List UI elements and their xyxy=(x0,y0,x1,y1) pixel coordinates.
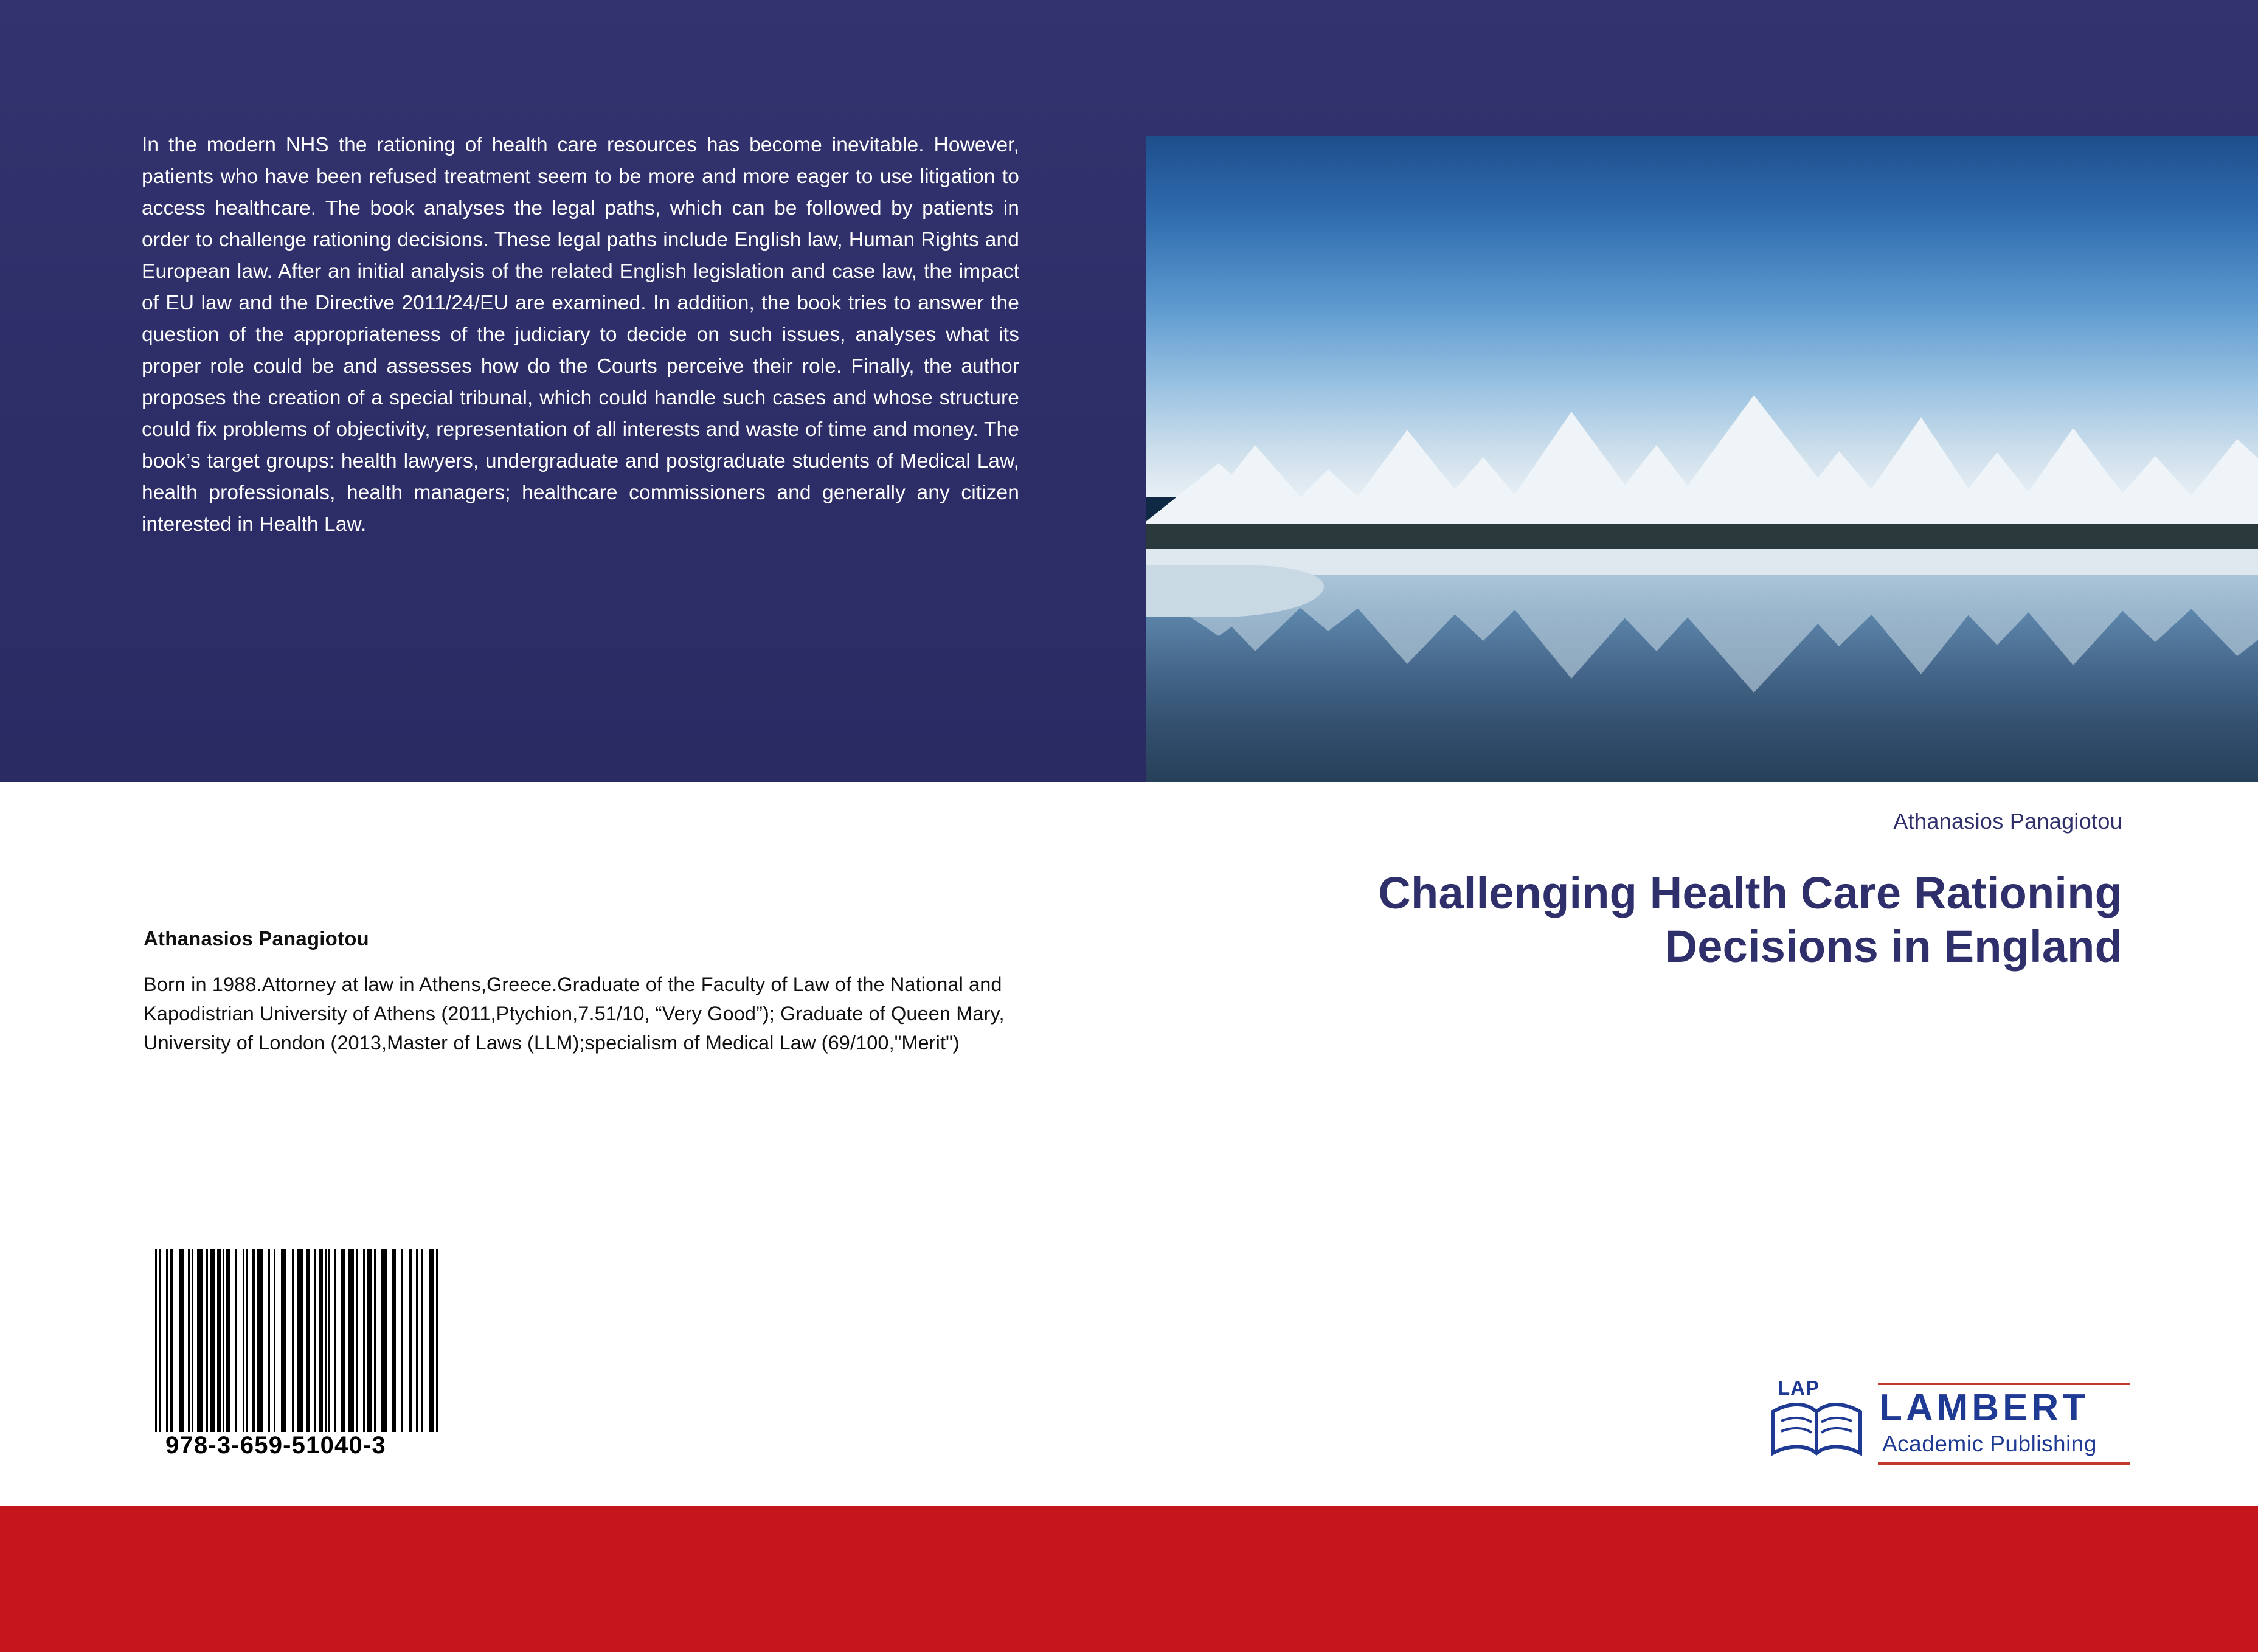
logo-publisher-name: LAMBERT xyxy=(1879,1387,2090,1429)
author-bio-text: Born in 1988.Attorney at law in Athens,Greece.Graduate of the Faculty of Law of the National and Kapodistrian University of Athens (2011,Ptychion,7.51/10, “Very Good”); Graduate of Queen Mary, University of London (2013,Master of Laws (LLM);specialism of Medical Law (69/100,"Merit") xyxy=(144,973,1005,1054)
front-cover-author: Athanasios Panagiotou xyxy=(1893,809,2122,834)
barcode xyxy=(155,1249,471,1435)
photo-shore xyxy=(1146,549,2258,575)
photo-treeline xyxy=(1146,524,2258,553)
front-cover-title: Challenging Health Care Rationing Decisions in England xyxy=(1378,868,2122,972)
author-bio-name: Athanasios Panagiotou xyxy=(144,927,369,950)
logo-tagline: Academic Publishing xyxy=(1882,1431,2097,1456)
isbn-number: 978-3-659-51040-3 xyxy=(165,1432,386,1459)
logo-lap-text: LAP xyxy=(1778,1377,1820,1399)
logo-rule-bottom xyxy=(1878,1462,2130,1465)
bottom-red-band xyxy=(0,1506,2258,1652)
cover-photo xyxy=(1146,136,2258,782)
publisher-logo xyxy=(1767,1375,2132,1473)
barcode-bars xyxy=(155,1249,471,1432)
photo-mountain-range xyxy=(1146,394,2258,536)
back-cover-blurb: In the modern NHS the rationing of health care resources has become inevitable. However, patients who have been refused treatment seem to be more and more eager to use litigation to access healthcare. The book analyses the legal paths, which can be followed by patients in order to challenge rationing decisions. These legal paths include English law, Human Rights and European law. After an initial analysis of the related English legislation and case law, the impact of EU law and the Directive 2011/24/EU are examined. In addition, the book tries to answer the question of the appropriateness of the judiciary to decide on such issues, analyses what its proper role could be and assesses how do the Courts perceive their role. Finally, the author proposes the creation of a special tribunal, which could handle such cases and whose structure could fix problems of objectivity, representation of all interests and waste of time and money. The book’s target groups: health lawyers, undergraduate and postgraduate students of Medical Law, health professionals, health managers; healthcare commissioners and generally any citizen interested in Health Law. xyxy=(142,134,1019,536)
logo-rule-top xyxy=(1878,1383,2130,1385)
